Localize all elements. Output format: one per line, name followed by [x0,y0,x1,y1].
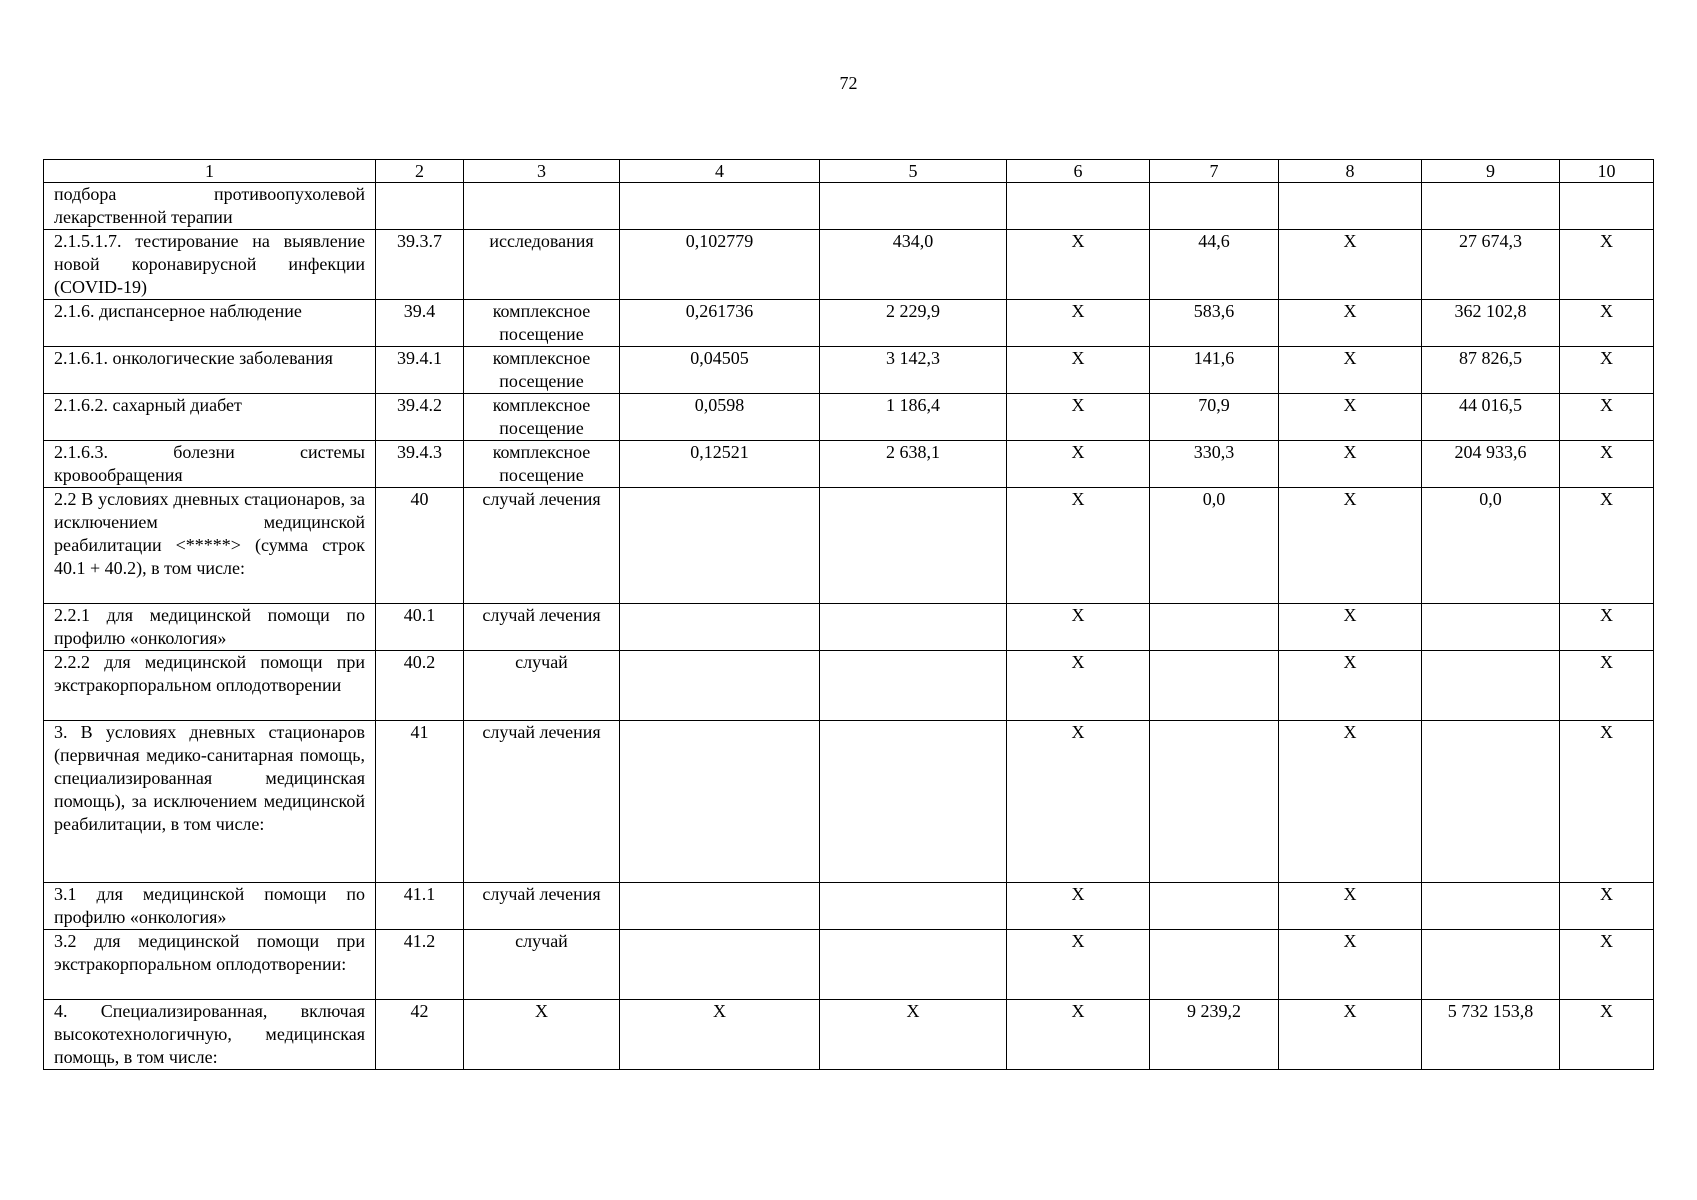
cell-norm-cost: Х [820,1000,1007,1070]
cell-col-10 [1560,183,1654,230]
cell-col-6: Х [1007,930,1150,1000]
data-table [43,159,1654,1070]
cell-row-code: 39.4.3 [376,441,464,488]
cell-col-7: 70,9 [1150,394,1279,441]
cell-norm-volume: 0,04505 [620,347,820,394]
table-row [44,651,1654,721]
cell-col-8: Х [1279,230,1422,300]
cell-row-code: 41.2 [376,930,464,1000]
cell-norm-volume [620,721,820,883]
cell-norm-cost: 2 229,9 [820,300,1007,347]
cell-unit: случай лечения [464,883,620,930]
cell-col-9 [1422,651,1560,721]
cell-col-9 [1422,883,1560,930]
cell-col-7: 583,6 [1150,300,1279,347]
cell-col-10: Х [1560,930,1654,1000]
cell-col-9: 5 732 153,8 [1422,1000,1560,1070]
cell-col-9: 44 016,5 [1422,394,1560,441]
cell-unit: случай [464,651,620,721]
cell-col-6: Х [1007,721,1150,883]
cell-col-9 [1422,183,1560,230]
cell-norm-volume: Х [620,1000,820,1070]
cell-row-name: 3.2 для медицинской помощи при экстракорпоральном оплодотворении: [44,930,376,1000]
cell-unit: исследования [464,230,620,300]
cell-col-9: 204 933,6 [1422,441,1560,488]
cell-col-8: Х [1279,300,1422,347]
table-row [44,883,1654,930]
cell-unit: комплексное посещение [464,394,620,441]
table-row [44,300,1654,347]
cell-col-8: Х [1279,347,1422,394]
cell-row-code: 39.3.7 [376,230,464,300]
cell-col-10: Х [1560,604,1654,651]
cell-unit [464,183,620,230]
column-number: 1 [44,160,376,183]
cell-row-name: 4. Специализированная, включая высокотехнологичную, медицинская помощь, в том числе: [44,1000,376,1070]
cell-norm-volume [620,604,820,651]
cell-col-7: 330,3 [1150,441,1279,488]
cell-unit: случай [464,930,620,1000]
cell-col-8: Х [1279,883,1422,930]
cell-unit: случай лечения [464,721,620,883]
table-row [44,230,1654,300]
cell-row-code: 39.4 [376,300,464,347]
table-row [44,1000,1654,1070]
cell-norm-cost [820,930,1007,1000]
cell-col-6: Х [1007,394,1150,441]
cell-norm-cost: 434,0 [820,230,1007,300]
cell-col-9 [1422,930,1560,1000]
cell-col-8: Х [1279,1000,1422,1070]
cell-col-8: Х [1279,721,1422,883]
cell-col-8: Х [1279,394,1422,441]
cell-col-6: Х [1007,230,1150,300]
cell-col-8: Х [1279,488,1422,604]
cell-norm-cost [820,488,1007,604]
cell-col-8 [1279,183,1422,230]
cell-col-8: Х [1279,651,1422,721]
table-row [44,347,1654,394]
table-row [44,441,1654,488]
cell-col-10: Х [1560,883,1654,930]
cell-col-7: 9 239,2 [1150,1000,1279,1070]
table-row [44,604,1654,651]
cell-col-7 [1150,604,1279,651]
cell-col-8: Х [1279,604,1422,651]
cell-col-8: Х [1279,930,1422,1000]
cell-norm-cost [820,183,1007,230]
cell-row-name: 2.1.6.2. сахарный диабет [44,394,376,441]
cell-col-6: Х [1007,1000,1150,1070]
cell-norm-cost [820,604,1007,651]
cell-norm-volume: 0,261736 [620,300,820,347]
column-number: 10 [1560,160,1654,183]
cell-col-10: Х [1560,347,1654,394]
cell-col-8: Х [1279,441,1422,488]
column-number: 6 [1007,160,1150,183]
table-row [44,721,1654,883]
cell-col-10: Х [1560,441,1654,488]
page-number: 72 [839,73,858,93]
cell-row-name: 2.2.1 для медицинской помощи по профилю «онкология» [44,604,376,651]
cell-col-7 [1150,883,1279,930]
column-number: 3 [464,160,620,183]
cell-col-7 [1150,721,1279,883]
cell-norm-volume: 0,12521 [620,441,820,488]
cell-row-name: 2.1.6. диспансерное наблюдение [44,300,376,347]
cell-col-9 [1422,604,1560,651]
table-row [44,930,1654,1000]
cell-col-7 [1150,183,1279,230]
cell-row-code [376,183,464,230]
cell-unit: комплексное посещение [464,300,620,347]
cell-row-code: 42 [376,1000,464,1070]
table-row [44,394,1654,441]
cell-norm-cost [820,721,1007,883]
column-number: 9 [1422,160,1560,183]
cell-col-9: 27 674,3 [1422,230,1560,300]
cell-row-name: 2.1.6.1. онкологические заболевания [44,347,376,394]
cell-norm-volume [620,930,820,1000]
cell-norm-volume [620,651,820,721]
cell-col-10: Х [1560,394,1654,441]
cell-norm-volume [620,488,820,604]
cell-col-6: Х [1007,488,1150,604]
cell-col-9: 87 826,5 [1422,347,1560,394]
table-row [44,183,1654,230]
cell-unit: комплексное посещение [464,441,620,488]
cell-row-name: 2.2 В условиях дневных стационаров, за исключением медицинской реабилитации <*****> (сумма строк 40.1 + 40.2), в том числе: [44,488,376,604]
column-number: 4 [620,160,820,183]
table-body [44,183,1654,1070]
cell-col-6: Х [1007,883,1150,930]
cell-row-code: 41.1 [376,883,464,930]
cell-col-10: Х [1560,488,1654,604]
cell-row-code: 39.4.1 [376,347,464,394]
cell-col-7 [1150,930,1279,1000]
cell-unit: Х [464,1000,620,1070]
cell-unit: случай лечения [464,604,620,651]
cell-row-name: 3. В условиях дневных стационаров (первичная медико-санитарная помощь, специализированная медицинская помощь), за исключением медицинской реабилитации, в том числе: [44,721,376,883]
cell-unit: случай лечения [464,488,620,604]
cell-col-10: Х [1560,721,1654,883]
column-number: 5 [820,160,1007,183]
cell-col-10: Х [1560,230,1654,300]
cell-col-6: Х [1007,441,1150,488]
cell-col-7: 0,0 [1150,488,1279,604]
cell-norm-volume [620,883,820,930]
column-number: 2 [376,160,464,183]
cell-col-9 [1422,721,1560,883]
cell-row-name: 2.1.5.1.7. тестирование на выявление новой коронавирусной инфекции (COVID-19) [44,230,376,300]
cell-col-6: Х [1007,651,1150,721]
cell-col-7 [1150,651,1279,721]
cell-unit: комплексное посещение [464,347,620,394]
cell-row-code: 40.2 [376,651,464,721]
cell-col-6: Х [1007,347,1150,394]
cell-col-6 [1007,183,1150,230]
cell-col-6: Х [1007,604,1150,651]
cell-norm-volume [620,183,820,230]
column-number: 8 [1279,160,1422,183]
cell-row-name: 3.1 для медицинской помощи по профилю «онкология» [44,883,376,930]
cell-col-6: Х [1007,300,1150,347]
cell-row-code: 40 [376,488,464,604]
column-number-row [44,160,1654,183]
cell-col-9: 0,0 [1422,488,1560,604]
cell-row-code: 40.1 [376,604,464,651]
cell-norm-cost [820,651,1007,721]
cell-col-7: 44,6 [1150,230,1279,300]
cell-row-name: 2.1.6.3. болезни системы кровообращения [44,441,376,488]
cell-row-name: подбора противоопухолевой лекарственной терапии [44,183,376,230]
cell-row-name: 2.2.2 для медицинской помощи при экстракорпоральном оплодотворении [44,651,376,721]
cell-norm-cost: 2 638,1 [820,441,1007,488]
table-row [44,488,1654,604]
cell-norm-volume: 0,0598 [620,394,820,441]
cell-row-code: 41 [376,721,464,883]
cell-row-code: 39.4.2 [376,394,464,441]
cell-norm-cost [820,883,1007,930]
cell-norm-cost: 1 186,4 [820,394,1007,441]
cell-col-10: Х [1560,651,1654,721]
cell-col-9: 362 102,8 [1422,300,1560,347]
cell-col-10: Х [1560,300,1654,347]
cell-col-10: Х [1560,1000,1654,1070]
cell-norm-volume: 0,102779 [620,230,820,300]
column-number: 7 [1150,160,1279,183]
cell-norm-cost: 3 142,3 [820,347,1007,394]
cell-col-7: 141,6 [1150,347,1279,394]
